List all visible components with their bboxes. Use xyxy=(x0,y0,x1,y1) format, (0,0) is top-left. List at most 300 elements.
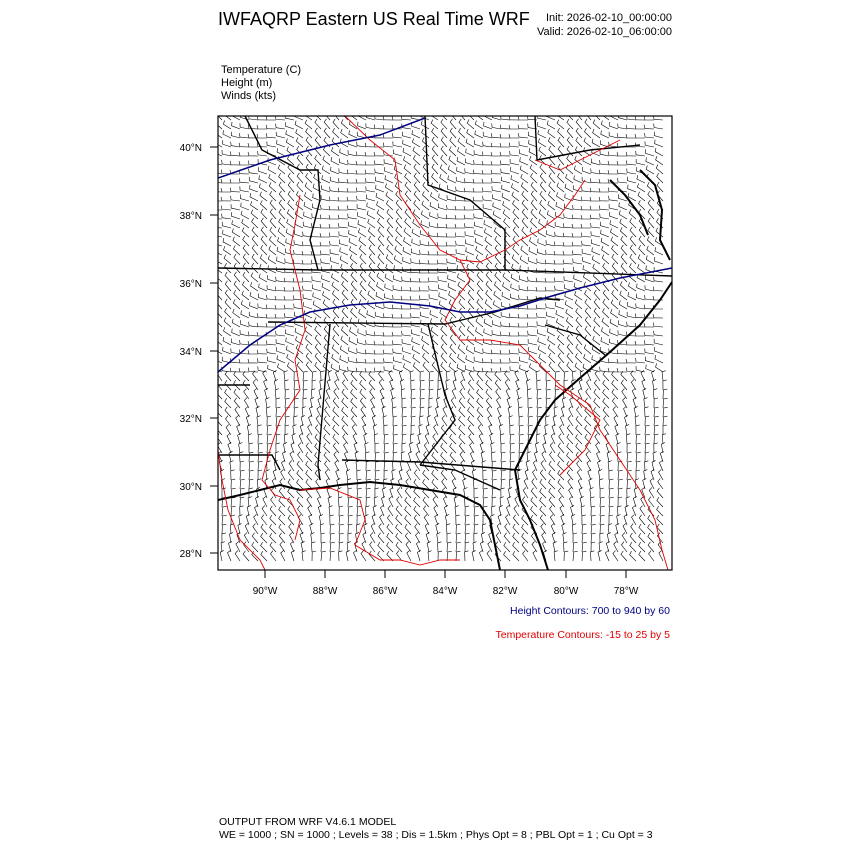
wind-barb xyxy=(548,191,555,201)
wind-barb xyxy=(618,479,623,489)
wind-barb xyxy=(356,152,366,157)
wind-barb xyxy=(518,398,522,409)
wind-barb xyxy=(329,215,339,219)
wind-barb xyxy=(276,331,286,336)
wind-barb xyxy=(576,110,582,120)
wind-barb xyxy=(611,237,618,246)
wind-barb xyxy=(630,533,636,543)
wind-barb xyxy=(463,478,467,489)
wind-barb xyxy=(402,277,411,282)
wind-barb xyxy=(537,407,542,417)
wind-barb xyxy=(626,152,636,156)
wind-barb xyxy=(278,237,286,246)
wind-barb xyxy=(505,524,510,534)
wind-barb xyxy=(307,497,312,507)
wind-barb xyxy=(495,272,501,282)
wind-barb xyxy=(340,355,348,363)
wind-barb xyxy=(531,182,537,192)
wind-barb xyxy=(657,497,663,507)
wind-barb xyxy=(393,434,398,444)
wind-barb xyxy=(330,551,335,561)
wind-barb xyxy=(571,505,574,516)
wind-barb xyxy=(212,206,222,210)
wind-barb xyxy=(639,515,645,525)
wind-barb xyxy=(270,218,276,228)
wind-barb xyxy=(216,398,222,408)
wind-barb xyxy=(250,302,258,309)
wind-barb xyxy=(234,389,240,399)
wind-barb xyxy=(405,515,411,525)
wind-barb xyxy=(280,479,285,490)
wind-barb xyxy=(627,488,631,498)
wind-barb xyxy=(423,497,429,507)
wind-barb xyxy=(522,533,528,543)
wind-barb xyxy=(333,326,339,336)
wind-barb xyxy=(520,157,528,165)
wind-barb xyxy=(663,389,667,399)
wind-barb xyxy=(644,340,654,345)
wind-barb xyxy=(348,214,357,219)
wind-barb xyxy=(341,272,348,282)
wind-barb xyxy=(252,245,258,255)
wind-barb xyxy=(591,231,600,237)
wind-barb xyxy=(549,164,555,174)
wind-barb xyxy=(267,425,272,435)
wind-barb xyxy=(230,368,240,372)
wind-barb xyxy=(286,346,294,354)
wind-barb xyxy=(537,313,547,318)
wind-barb xyxy=(393,425,398,435)
wind-barb xyxy=(500,134,510,138)
wind-barb xyxy=(603,398,609,408)
wind-barb xyxy=(551,433,555,444)
wind-barb xyxy=(366,330,375,336)
wind-barb xyxy=(636,294,645,300)
wind-barb xyxy=(620,227,627,237)
wind-barb xyxy=(537,380,541,390)
wind-barb xyxy=(476,255,483,264)
wind-barb xyxy=(576,416,582,426)
wind-barb xyxy=(321,542,325,552)
wind-barb xyxy=(635,332,645,336)
wind-barb xyxy=(259,184,267,193)
wind-barb xyxy=(356,461,360,471)
wind-barb xyxy=(286,338,294,346)
wind-barb xyxy=(441,461,447,471)
wind-barb xyxy=(284,296,294,300)
wind-barb xyxy=(627,177,636,183)
wind-barb xyxy=(346,470,350,481)
wind-barb xyxy=(513,542,519,552)
wind-barb xyxy=(319,515,323,526)
wind-barb xyxy=(239,143,249,147)
wind-barb xyxy=(565,184,573,192)
wind-barb xyxy=(374,341,384,345)
wind-barb xyxy=(500,368,510,372)
wind-barb xyxy=(465,551,469,561)
wind-barb xyxy=(419,260,429,264)
wind-barb xyxy=(573,205,583,210)
wind-barb xyxy=(243,551,249,561)
wind-barb xyxy=(332,354,339,363)
wind-barb xyxy=(550,506,555,516)
wind-barb xyxy=(405,182,411,192)
wind-barb xyxy=(392,116,402,120)
wind-barb xyxy=(456,249,465,255)
wind-barb xyxy=(456,551,460,561)
wind-barb xyxy=(654,407,659,417)
wind-barb xyxy=(268,255,276,264)
wind-barb xyxy=(337,478,341,489)
wind-barb xyxy=(558,443,564,453)
wind-barb xyxy=(613,407,618,418)
wind-barb xyxy=(414,506,420,516)
wind-barb xyxy=(619,202,627,210)
wind-barb xyxy=(285,114,294,120)
wind-barb xyxy=(396,200,402,210)
wind-barb xyxy=(599,469,603,480)
wind-barb xyxy=(393,443,398,453)
wind-barb xyxy=(612,398,618,408)
wind-barb xyxy=(549,470,555,480)
wind-barb xyxy=(262,506,267,517)
wind-barb xyxy=(267,461,271,471)
wind-barb xyxy=(387,524,393,534)
wind-barb xyxy=(401,296,411,300)
wind-barb xyxy=(331,274,339,283)
wind-barb xyxy=(398,478,402,489)
wind-barb xyxy=(397,551,403,561)
wind-barb xyxy=(477,371,483,381)
wind-barb xyxy=(331,167,339,174)
wind-barb xyxy=(403,355,411,363)
wind-barb xyxy=(610,220,618,228)
wind-barb xyxy=(351,407,357,417)
wind-barb xyxy=(386,192,393,201)
wind-barb xyxy=(315,326,321,336)
wind-barb xyxy=(585,317,591,327)
wind-barb xyxy=(663,416,667,426)
wind-barb xyxy=(491,152,501,156)
wind-barb xyxy=(402,398,406,408)
wind-barb xyxy=(603,299,609,309)
wind-barb xyxy=(560,424,565,435)
wind-barb xyxy=(428,278,438,282)
wind-barb xyxy=(450,452,456,462)
wind-barb xyxy=(612,290,618,300)
wind-barb xyxy=(385,184,393,193)
wind-barb xyxy=(477,290,483,300)
wind-barb xyxy=(266,314,276,318)
wind-barb xyxy=(231,506,236,516)
wind-barb xyxy=(513,200,520,210)
wind-barb xyxy=(266,305,276,309)
wind-barb xyxy=(407,550,411,561)
wind-barb xyxy=(429,222,438,228)
wind-barb xyxy=(296,138,303,148)
wind-barb xyxy=(248,434,252,444)
wind-barb xyxy=(284,278,294,282)
wind-barb xyxy=(361,407,366,417)
wind-barb xyxy=(413,147,420,156)
wind-barb xyxy=(231,212,240,219)
wind-barb xyxy=(232,329,240,337)
wind-barb xyxy=(297,146,303,156)
wind-barb xyxy=(393,407,397,417)
wind-barb xyxy=(306,137,312,147)
wind-barb xyxy=(459,308,465,318)
wind-barb xyxy=(341,264,348,273)
wind-barb xyxy=(279,218,285,228)
wind-barb xyxy=(564,371,568,381)
wind-barb xyxy=(518,323,528,327)
wind-barb xyxy=(609,479,613,489)
wind-barb xyxy=(410,313,420,318)
wind-barb xyxy=(258,461,263,471)
wind-barb xyxy=(384,461,389,471)
wind-barb xyxy=(396,533,402,543)
wind-barb xyxy=(342,398,348,408)
wind-barb xyxy=(306,128,312,138)
wind-barb xyxy=(374,160,384,165)
wind-barb xyxy=(465,239,474,246)
wind-barb xyxy=(448,275,456,282)
wind-barb xyxy=(339,542,343,552)
wind-barb xyxy=(254,514,258,525)
wind-barb xyxy=(540,506,546,516)
wind-barb xyxy=(222,515,227,525)
wind-barb xyxy=(257,358,267,363)
wind-barb xyxy=(401,314,411,318)
wind-barb xyxy=(374,143,384,147)
wind-barb xyxy=(383,332,393,336)
wind-barb xyxy=(241,203,249,210)
wind-barb xyxy=(595,434,600,444)
wind-barb xyxy=(405,533,411,543)
wind-barb xyxy=(539,147,546,156)
wind-barb xyxy=(277,247,285,255)
legend-winds: Winds (kts) xyxy=(221,90,276,102)
wind-barb xyxy=(313,301,321,309)
wind-barb xyxy=(315,155,321,165)
wind-barb xyxy=(513,209,519,219)
wind-barb xyxy=(549,353,555,363)
wind-barb xyxy=(353,433,357,444)
wind-barb xyxy=(438,204,447,211)
wind-barb xyxy=(608,524,612,534)
wind-barb xyxy=(536,371,540,381)
wind-barb xyxy=(357,142,366,147)
wind-barb xyxy=(386,255,393,265)
wind-barb xyxy=(576,128,582,138)
wind-barb xyxy=(654,416,659,426)
wind-barb xyxy=(248,134,258,138)
wind-barb xyxy=(622,542,628,552)
wind-barb xyxy=(279,515,285,525)
wind-barb xyxy=(450,137,456,147)
wind-barb xyxy=(550,443,555,454)
wind-barb xyxy=(249,452,253,462)
wind-barb xyxy=(407,469,411,480)
wind-barb xyxy=(365,161,375,165)
wind-barb xyxy=(567,137,573,147)
wind-barb xyxy=(257,416,261,426)
wind-barb xyxy=(460,452,465,463)
wind-barb xyxy=(630,254,636,264)
wind-barb xyxy=(320,524,324,534)
wind-barb xyxy=(637,175,645,183)
wind-barb xyxy=(414,191,420,201)
wind-barb xyxy=(316,416,321,427)
wind-barb xyxy=(431,120,438,129)
wind-barb xyxy=(233,299,240,309)
wind-barb xyxy=(258,294,267,301)
wind-barb xyxy=(522,191,528,201)
wind-barb xyxy=(304,212,312,219)
wind-barb xyxy=(446,242,456,246)
wind-barb xyxy=(383,125,393,129)
wind-barb xyxy=(459,425,465,435)
wind-barb xyxy=(367,301,375,310)
wind-barb xyxy=(631,524,636,534)
wind-barb xyxy=(662,371,666,381)
wind-barb xyxy=(336,469,339,480)
wind-barb xyxy=(395,236,402,246)
wind-barb xyxy=(237,424,240,435)
wind-barb xyxy=(348,533,352,543)
wind-barb xyxy=(436,523,440,534)
wind-barb xyxy=(612,389,618,399)
wind-barb xyxy=(375,177,384,183)
wind-barb xyxy=(376,193,384,201)
wind-barb xyxy=(348,524,352,534)
wind-barb xyxy=(455,224,465,228)
wind-barb xyxy=(459,110,465,120)
wind-barb xyxy=(576,434,582,444)
wind-barb xyxy=(528,416,533,426)
wind-barb xyxy=(241,310,249,318)
wind-barb xyxy=(248,143,258,147)
wind-barb xyxy=(467,326,474,336)
wind-barb xyxy=(377,282,385,291)
wind-barb xyxy=(531,209,537,219)
wind-barb xyxy=(413,362,420,372)
wind-barb xyxy=(636,452,641,462)
wind-barb xyxy=(267,434,272,444)
wind-barb xyxy=(648,227,654,237)
wind-barb xyxy=(267,416,271,426)
wind-barb xyxy=(600,488,604,498)
wind-barb xyxy=(556,202,564,210)
wind-barb xyxy=(600,150,609,156)
wind-barb xyxy=(468,110,474,120)
wind-barb xyxy=(330,177,339,183)
wind-barb xyxy=(420,407,424,417)
wind-barb xyxy=(630,245,636,255)
wind-barb xyxy=(636,304,645,310)
wind-barb xyxy=(491,443,495,454)
wind-barb xyxy=(339,365,348,372)
wind-barb xyxy=(357,506,362,516)
wind-barb xyxy=(348,222,357,228)
wind-barb xyxy=(483,470,487,480)
lat-label: 36°N xyxy=(179,279,202,290)
wind-barb xyxy=(458,345,465,355)
wind-barb xyxy=(438,213,447,219)
wind-barb xyxy=(267,349,276,354)
wind-barb xyxy=(261,551,267,561)
wind-barb xyxy=(520,166,528,174)
wind-barb xyxy=(447,371,451,381)
wind-barb xyxy=(540,173,546,183)
wind-barb xyxy=(250,292,258,300)
wind-barb xyxy=(393,275,402,282)
wind-barb xyxy=(375,322,384,327)
wind-barb xyxy=(414,515,420,525)
wind-barb xyxy=(297,497,303,507)
wind-barb xyxy=(303,286,313,291)
wind-barb xyxy=(216,317,222,327)
wind-barb xyxy=(447,195,456,201)
wind-barb xyxy=(222,506,227,516)
wind-barb xyxy=(459,416,465,426)
wind-barb xyxy=(366,470,371,480)
wind-barb xyxy=(360,272,366,282)
wind-barb xyxy=(529,257,538,264)
wind-barb xyxy=(608,170,618,174)
wind-barb xyxy=(609,142,618,147)
wind-barb xyxy=(609,204,618,210)
wind-barb xyxy=(387,245,393,255)
wind-barb xyxy=(599,188,609,192)
wind-barb xyxy=(383,416,387,426)
wind-barb xyxy=(350,255,357,264)
wind-barb xyxy=(384,294,393,301)
wind-barb xyxy=(325,397,330,408)
wind-barb xyxy=(365,350,375,354)
wind-barb xyxy=(303,294,312,300)
wind-barb xyxy=(590,178,600,183)
wind-barb xyxy=(333,308,339,318)
wind-barb xyxy=(298,442,303,453)
wind-barb xyxy=(501,461,506,471)
wind-barb xyxy=(303,389,307,399)
wind-barb xyxy=(506,514,511,525)
wind-barb xyxy=(554,551,558,561)
wind-barb xyxy=(522,542,528,552)
wind-barb xyxy=(608,368,618,372)
wind-barb xyxy=(574,175,582,183)
wind-barb xyxy=(365,443,369,454)
wind-barb xyxy=(587,379,592,390)
wind-barb xyxy=(563,223,573,228)
wind-barb xyxy=(474,506,479,516)
wind-barb xyxy=(222,524,226,534)
wind-barb xyxy=(483,196,492,201)
wind-barb xyxy=(528,267,537,273)
wind-barb xyxy=(315,344,321,354)
wind-barb xyxy=(526,379,530,390)
wind-barb xyxy=(554,407,558,417)
wind-barb xyxy=(466,256,474,264)
wind-barb xyxy=(429,398,433,408)
wind-barb xyxy=(432,488,438,498)
wind-barb xyxy=(636,425,640,435)
wind-barb xyxy=(411,258,420,264)
wind-barb xyxy=(477,263,483,273)
map-title: IWFAQRP Eastern US Real Time WRF xyxy=(218,9,530,29)
wind-barb xyxy=(537,329,546,336)
